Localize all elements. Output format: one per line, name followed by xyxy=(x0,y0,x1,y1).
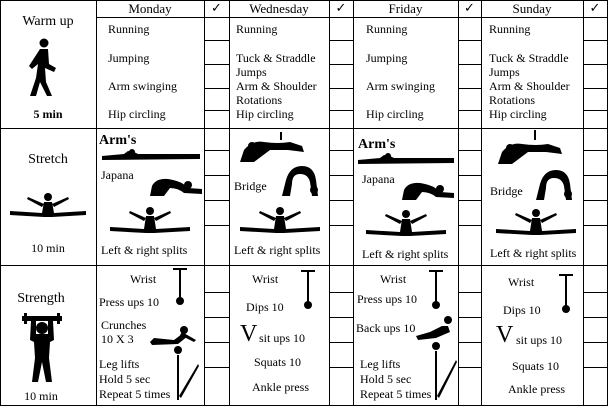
category-warmup-duration: 5 min xyxy=(33,107,63,121)
checkbox-divider xyxy=(329,175,353,176)
checkbox-divider xyxy=(458,110,481,111)
sunday-strength-1: Wrist xyxy=(508,275,535,289)
checkbox-divider xyxy=(458,317,481,318)
checkbox-divider xyxy=(204,175,229,176)
checkbox-divider xyxy=(329,64,353,65)
wrist-weight-icon xyxy=(300,270,316,310)
category-stretch-duration: 10 min xyxy=(31,241,65,255)
checkbox-divider xyxy=(329,110,353,111)
wednesday-warmup-3: Jumps xyxy=(236,65,267,79)
monday-strength-7: Repeat 5 times xyxy=(99,387,171,401)
checkbox-divider xyxy=(458,342,481,343)
friday-strength-1: Wrist xyxy=(380,272,407,286)
wednesday-strength-6: Ankle press xyxy=(252,380,309,394)
day-header-sunday: Sunday xyxy=(512,1,552,16)
check-header-sunday[interactable]: ✓ xyxy=(589,0,601,15)
split-stretch-icon xyxy=(238,207,322,237)
monday-stretch-3: Left & right splits xyxy=(101,243,188,257)
row-divider-1 xyxy=(0,128,608,129)
wednesday-stretch-2: Left & right splits xyxy=(234,243,321,257)
sunday-warmup-6: Hip circling xyxy=(489,107,547,121)
monday-warmup-4: Hip circling xyxy=(108,107,166,121)
friday-warmup-1: Running xyxy=(366,22,408,36)
checkbox-divider xyxy=(329,342,353,343)
monday-strength-1: Wrist xyxy=(130,272,157,286)
monday-strength-5: Leg lifts xyxy=(99,357,140,371)
checkbox-divider xyxy=(329,225,353,226)
monday-warmup-3: Arm swinging xyxy=(108,79,177,93)
border-left xyxy=(0,0,1,406)
checkbox-divider xyxy=(204,292,229,293)
friday-strength-3: Back ups 10 xyxy=(356,321,416,335)
check-header-wednesday[interactable]: ✓ xyxy=(335,0,347,15)
checkbox-divider xyxy=(329,150,353,151)
category-strength-duration: 10 min xyxy=(24,389,58,403)
checkbox-divider xyxy=(583,367,607,368)
checkbox-divider xyxy=(583,88,607,89)
day-header-friday: Friday xyxy=(388,1,423,16)
checkbox-divider xyxy=(583,225,607,226)
figure-stretch-icon xyxy=(496,130,570,166)
pullup-icon xyxy=(22,316,62,384)
wednesday-warmup-5: Rotations xyxy=(236,93,283,107)
checkbox-divider xyxy=(204,40,229,41)
friday-stretch-1: Arm's xyxy=(358,137,396,152)
checkbox-divider xyxy=(204,367,229,368)
bridge-icon xyxy=(534,166,574,202)
friday-warmup-4: Hip circling xyxy=(366,107,424,121)
checkbox-divider xyxy=(458,40,481,41)
category-stretch-title: Stretch xyxy=(28,152,68,167)
split-stretch-icon xyxy=(494,209,578,239)
checkbox-divider xyxy=(458,292,481,293)
wednesday-strength-3: V xyxy=(240,321,258,347)
checkbox-divider xyxy=(583,342,607,343)
header-divider xyxy=(96,17,608,18)
col-divider-2a xyxy=(329,0,330,406)
sunday-strength-4: sit ups 10 xyxy=(516,333,563,347)
checkbox-divider xyxy=(204,342,229,343)
figure-stretch-icon xyxy=(100,148,202,162)
col-divider-3b xyxy=(481,0,482,406)
checkbox-divider xyxy=(329,317,353,318)
monday-warmup-2: Jumping xyxy=(108,51,150,65)
checkbox-divider xyxy=(583,150,607,151)
leg-lift-icon xyxy=(430,342,458,402)
checkbox-divider xyxy=(583,110,607,111)
split-stretch-icon xyxy=(8,193,88,221)
sunday-warmup-1: Running xyxy=(489,22,531,36)
sunday-warmup-2: Tuck & Straddle xyxy=(489,51,569,65)
wednesday-strength-1: Wrist xyxy=(252,272,279,286)
checkbox-divider xyxy=(583,317,607,318)
monday-strength-3: Crunches xyxy=(101,318,147,332)
col-divider-1b xyxy=(229,0,230,406)
sunday-stretch-1: Bridge xyxy=(490,184,523,198)
wednesday-warmup-6: Hip circling xyxy=(236,107,294,121)
figure-stretch-icon xyxy=(238,132,312,164)
sunday-strength-5: Squats 10 xyxy=(512,359,560,373)
sunday-strength-6: Ankle press xyxy=(508,382,565,396)
checkbox-divider xyxy=(583,292,607,293)
wednesday-stretch-1: Bridge xyxy=(234,179,267,193)
checkbox-divider xyxy=(583,200,607,201)
monday-stretch-2: Japana xyxy=(101,168,134,182)
monday-strength-6: Hold 5 sec xyxy=(99,372,151,386)
wrist-weight-icon xyxy=(558,274,574,314)
checkbox-divider xyxy=(204,317,229,318)
leg-lift-icon xyxy=(170,346,200,402)
col-divider-0 xyxy=(96,0,97,406)
sunday-warmup-3: Jumps xyxy=(489,65,520,79)
col-divider-2b xyxy=(353,0,354,406)
split-stretch-icon xyxy=(364,210,448,240)
friday-warmup-2: Jumping xyxy=(366,51,408,65)
checkbox-divider xyxy=(204,110,229,111)
checkbox-divider xyxy=(204,150,229,151)
wrist-weight-icon xyxy=(172,268,188,306)
checkbox-divider xyxy=(583,40,607,41)
figure-stretch-icon xyxy=(148,176,204,198)
sunday-warmup-5: Rotations xyxy=(489,93,536,107)
monday-strength-2: Press ups 10 xyxy=(99,295,160,309)
checkbox-divider xyxy=(329,40,353,41)
check-header-monday[interactable]: ✓ xyxy=(211,0,222,15)
checkbox-divider xyxy=(458,367,481,368)
col-divider-4a xyxy=(583,0,584,406)
friday-strength-6: Repeat 5 times xyxy=(360,387,432,401)
sunday-strength-3: V xyxy=(496,322,514,348)
checkbox-divider xyxy=(458,225,481,226)
wednesday-strength-4: sit ups 10 xyxy=(259,331,306,345)
split-stretch-icon xyxy=(108,207,192,237)
friday-strength-5: Hold 5 sec xyxy=(360,372,412,386)
sunday-warmup-4: Arm & Shoulder xyxy=(489,79,570,93)
wednesday-strength-5: Squats 10 xyxy=(254,355,302,369)
bridge-icon xyxy=(280,162,320,198)
checkbox-divider xyxy=(458,175,481,176)
friday-stretch-2: Japana xyxy=(362,172,395,186)
check-header-friday[interactable]: ✓ xyxy=(464,0,475,15)
day-header-monday: Monday xyxy=(128,1,172,16)
checkbox-divider xyxy=(204,88,229,89)
checkbox-divider xyxy=(329,200,353,201)
sunday-stretch-2: Left & right splits xyxy=(490,246,577,260)
day-header-wednesday: Wednesday xyxy=(249,1,309,16)
row-divider-2 xyxy=(0,265,608,266)
col-divider-3a xyxy=(458,0,459,406)
wednesday-strength-2: Dips 10 xyxy=(246,300,284,314)
sunday-strength-2: Dips 10 xyxy=(503,303,541,317)
wednesday-warmup-4: Arm & Shoulder xyxy=(236,79,317,93)
wrist-weight-icon xyxy=(428,270,444,310)
checkbox-divider xyxy=(204,225,229,226)
category-warmup-title: Warm up xyxy=(22,14,74,29)
checkbox-divider xyxy=(329,367,353,368)
checkbox-divider xyxy=(583,175,607,176)
runner-icon xyxy=(20,38,60,98)
figure-stretch-icon xyxy=(356,152,456,166)
figure-stretch-icon xyxy=(400,180,456,202)
checkbox-divider xyxy=(458,200,481,201)
checkbox-divider xyxy=(204,200,229,201)
checkbox-divider xyxy=(458,150,481,151)
monday-warmup-1: Running xyxy=(108,22,150,36)
checkbox-divider xyxy=(458,64,481,65)
wednesday-warmup-1: Running xyxy=(236,22,278,36)
col-divider-1a xyxy=(204,0,205,406)
monday-strength-4: 10 X 3 xyxy=(101,332,134,346)
wednesday-warmup-2: Tuck & Straddle xyxy=(236,51,316,65)
monday-stretch-1: Arm's xyxy=(99,133,137,148)
friday-strength-2: Press ups 10 xyxy=(357,292,418,306)
friday-stretch-3: Left & right splits xyxy=(362,247,449,261)
checkbox-divider xyxy=(329,88,353,89)
friday-warmup-3: Arm swinging xyxy=(366,79,435,93)
checkbox-divider xyxy=(329,292,353,293)
friday-strength-4: Leg lifts xyxy=(360,357,401,371)
crunch-icon xyxy=(148,326,200,346)
checkbox-divider xyxy=(583,64,607,65)
category-strength-title: Strength xyxy=(17,291,65,306)
crunch-icon xyxy=(414,316,456,342)
checkbox-divider xyxy=(458,88,481,89)
checkbox-divider xyxy=(204,64,229,65)
